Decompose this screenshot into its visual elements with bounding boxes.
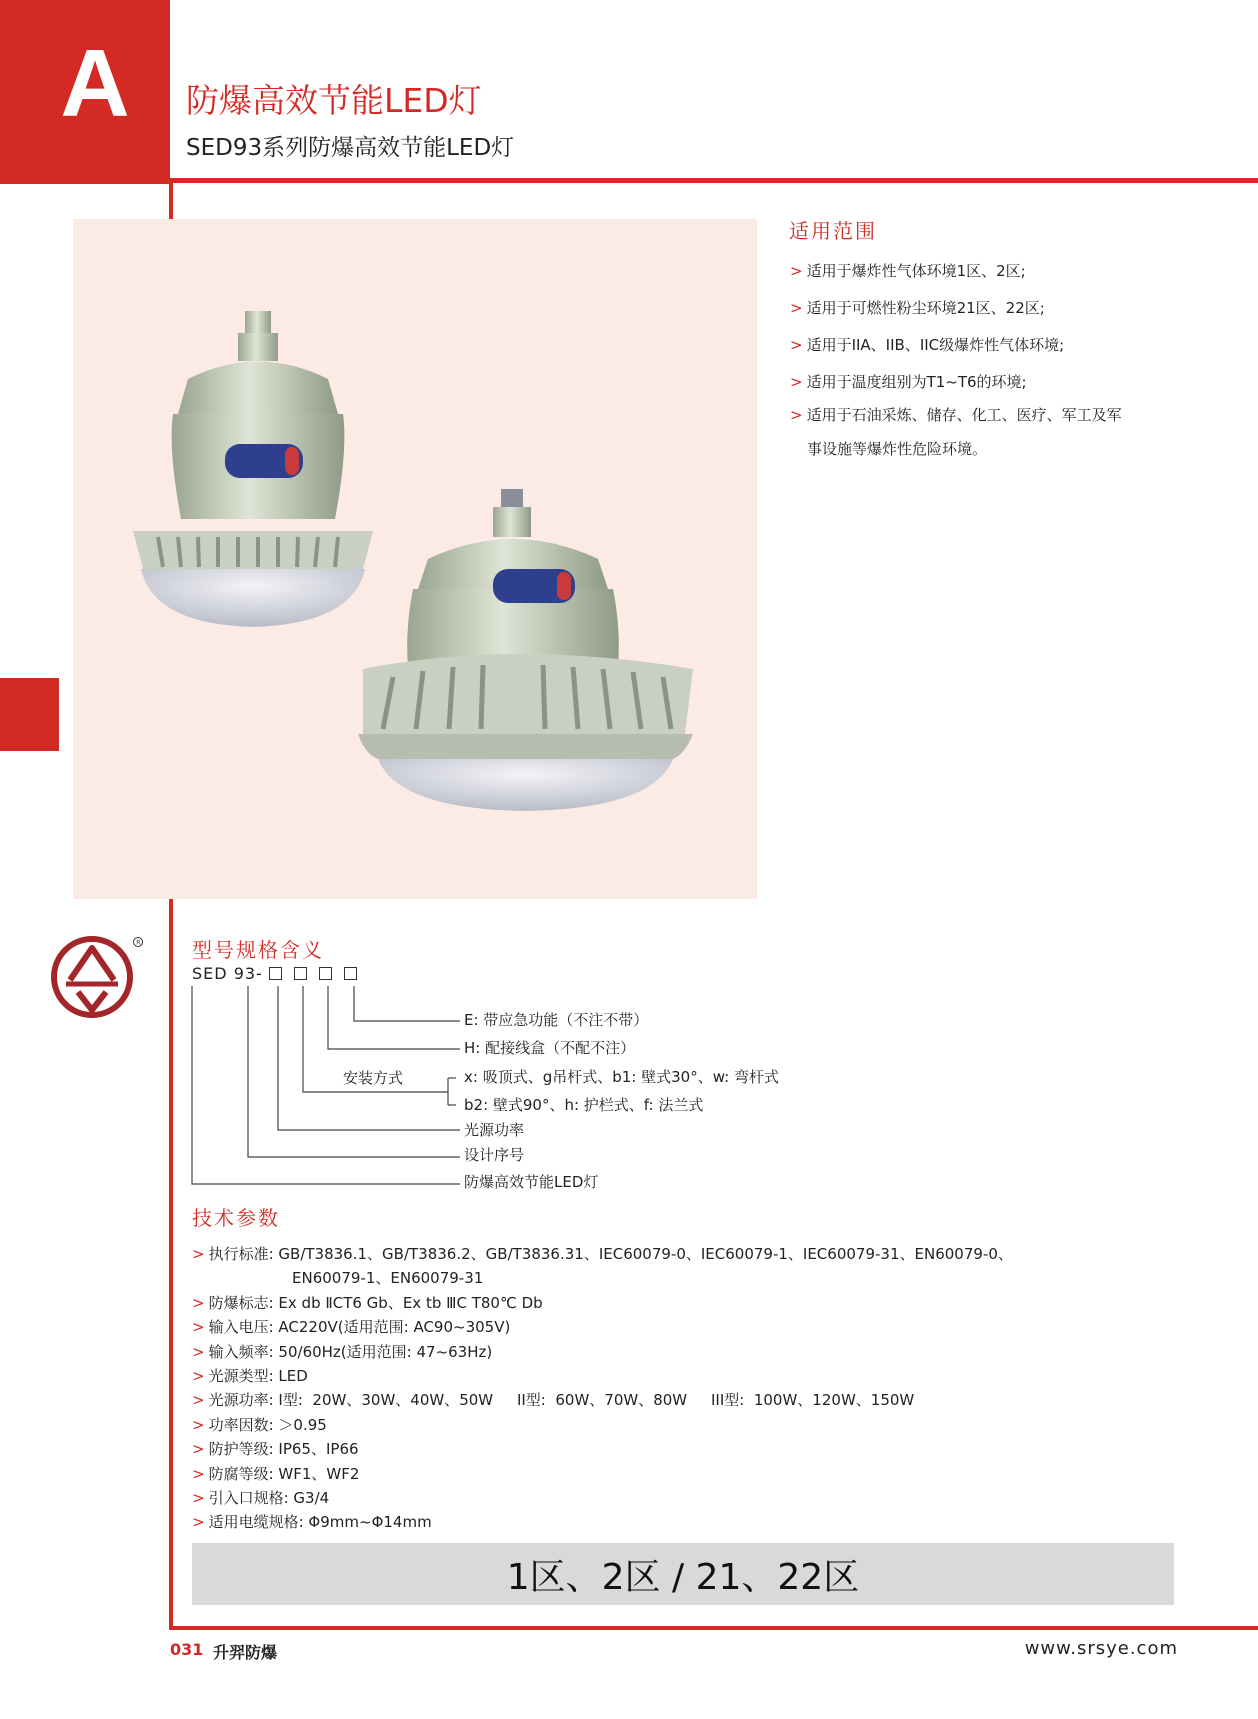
tech-heading: 技术参数: [192, 1206, 280, 1230]
model-connector-lines: [180, 980, 480, 1200]
tech-row: > 防护等级: IP65、IP66: [192, 1440, 359, 1459]
label-product: 防爆高效节能LED灯: [464, 1173, 599, 1191]
page-subtitle: SED93系列防爆高效节能LED灯: [186, 135, 515, 161]
footer-brand: 升羿防爆: [213, 1643, 278, 1662]
arrow-icon: >: [790, 373, 803, 391]
arrow-icon: >: [790, 406, 803, 424]
code-slot-emergency: [344, 967, 357, 980]
arrow-icon: >: [192, 1513, 205, 1532]
arrow-icon: >: [790, 262, 803, 280]
code-slot-junction: [319, 967, 332, 980]
svg-text:R: R: [136, 939, 141, 947]
scope-list: [790, 262, 1210, 473]
arrow-icon: >: [192, 1464, 205, 1483]
side-marker: [0, 678, 59, 751]
lamp-left: [133, 311, 373, 627]
list-item: > 适用于温度组别为T1~T6的环境;: [790, 373, 1027, 391]
tech-row: > 功率因数: ＞0.95: [192, 1415, 327, 1434]
code-slot-power: [269, 967, 282, 980]
lamp-right: [358, 489, 693, 811]
footer-divider: [170, 1626, 1258, 1630]
tech-row: >输入电压: AC220V(适用范围: AC90~305V): [192, 1318, 511, 1337]
logo-icon: [50, 932, 150, 1022]
label-power: 光源功率: [464, 1121, 525, 1139]
scope-heading: 适用范围: [789, 219, 877, 243]
arrow-icon: >: [192, 1342, 205, 1361]
list-item: > 适用于IIA、IIB、IIC级爆炸性气体环境;: [790, 336, 1065, 354]
list-item: > 适用于石油采炼、储存、化工、医疗、军工及军: [790, 406, 1122, 424]
tech-row: > 光源类型: LED: [192, 1367, 308, 1386]
product-photo: [73, 219, 757, 899]
label-emergency: E: 带应急功能（不注不带）: [464, 1011, 649, 1029]
arrow-icon: >: [192, 1489, 205, 1508]
label-junction-box: H: 配接线盒（不配不注）: [464, 1039, 636, 1057]
vertical-rule-top: [169, 183, 173, 219]
arrow-icon: >: [192, 1318, 205, 1337]
tech-row: > 执行标准: GB/T3836.1、GB/T3836.2、GB/T3836.31、IEC60079-0、IEC60079-1、IEC60079-31、EN60079-0、: [192, 1245, 1013, 1263]
label-install-options-2: b2: 壁式90°、h: 护栏式、f: 法兰式: [464, 1096, 704, 1114]
model-heading: 型号规格含义: [192, 938, 324, 962]
arrow-icon: >: [192, 1415, 205, 1434]
tech-list: [192, 1242, 1192, 1535]
header-divider: [170, 178, 1258, 183]
tech-row: EN60079-1、EN60079-31: [292, 1269, 484, 1288]
tech-row: > 防爆标志: Ex db ⅡCT6 Gb、Ex tb ⅢC T80℃ Db: [192, 1293, 543, 1312]
tech-row: > 防腐等级: WF1、WF2: [192, 1464, 360, 1483]
model-dash: -: [256, 964, 263, 983]
led-lamp-illustration: [73, 219, 757, 899]
arrow-icon: >: [192, 1440, 205, 1459]
arrow-icon: >: [790, 336, 803, 354]
arrow-icon: >: [790, 299, 803, 317]
label-serial: 设计序号: [464, 1146, 525, 1164]
arrow-icon: >: [192, 1367, 205, 1386]
tech-row: > 适用电缆规格: Φ9mm~Φ14mm: [192, 1513, 432, 1532]
section-letter: A: [60, 30, 130, 137]
list-item: > 适用于爆炸性气体环境1区、2区;: [790, 262, 1026, 280]
arrow-icon: >: [192, 1391, 205, 1410]
company-logo: [50, 932, 150, 1026]
tech-row: > 引入口规格: G3/4: [192, 1489, 330, 1508]
page-title: 防爆高效节能LED灯: [186, 81, 482, 120]
arrow-icon: >: [192, 1245, 205, 1263]
page-number: 031: [170, 1640, 204, 1659]
list-item-continuation: 事设施等爆炸性危险环境。: [807, 440, 988, 458]
label-install-options-1: x: 吸顶式、g吊杆式、b1: 壁式30°、w: 弯杆式: [464, 1068, 779, 1086]
arrow-icon: >: [192, 1293, 205, 1312]
list-item: > 适用于可燃性粉尘环境21区、22区;: [790, 299, 1045, 317]
model-number: 93: [233, 964, 257, 983]
tech-row: > 光源功率: I型: 20W、30W、40W、50W II型: 60W、70W、80W III型: 100W、120W、150W: [192, 1391, 915, 1410]
footer-url[interactable]: www.srsye.com: [1024, 1638, 1178, 1659]
model-prefix: SED: [192, 964, 228, 983]
vertical-rule-main: [169, 898, 173, 1630]
zone-banner: 1区、2区 / 21、22区: [192, 1543, 1174, 1605]
label-install-method: 安装方式: [343, 1069, 404, 1087]
code-slot-install: [294, 967, 307, 980]
tech-row: > 输入频率: 50/60Hz(适用范围: 47~63Hz): [192, 1342, 493, 1361]
